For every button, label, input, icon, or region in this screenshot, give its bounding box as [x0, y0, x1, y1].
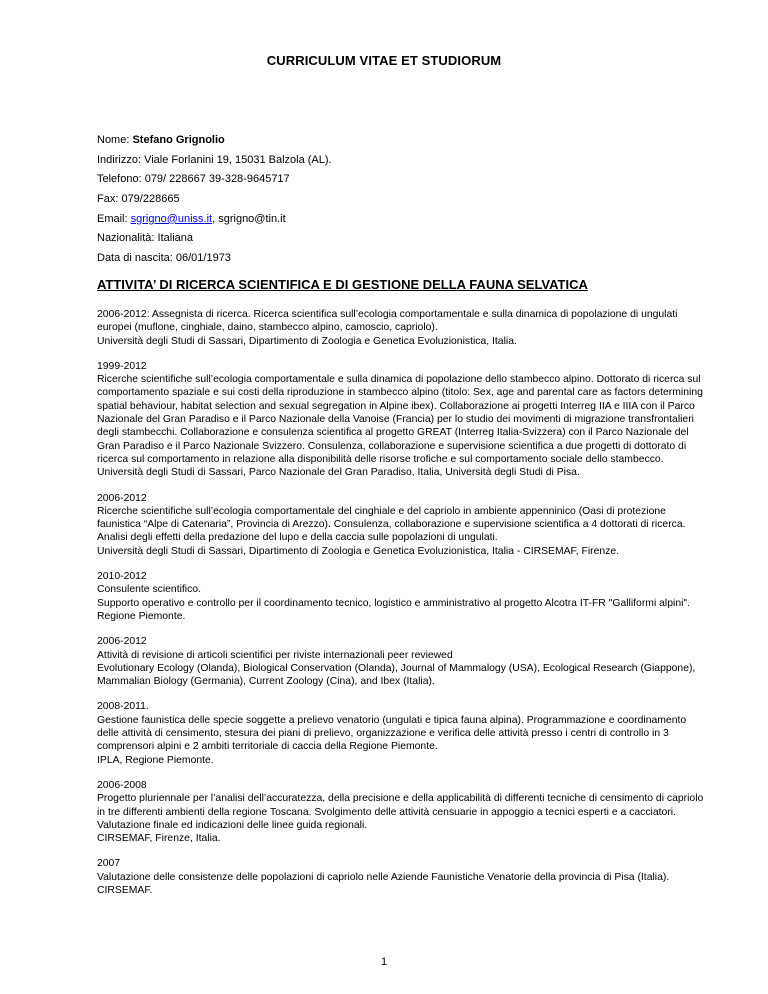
activity-list — [97, 308, 709, 909]
activity-entry — [97, 635, 709, 688]
nationality-line: Nazionalità: Italiana — [97, 232, 194, 245]
entry-organization: Università degli Studi di Sassari, Dipartimento di Zoologia e Genetica Evoluzionistica, Italia - CIRSEMAF, Firenze. — [97, 545, 620, 557]
address-line: Indirizzo: Viale Forlanini 19, 15031 Balzola (AL). — [97, 153, 332, 166]
entry-text-secondary: Supporto operativo e controllo per il coordinamento tecnico, logistico e amministrativo al progetto Alcotra IT-FR "Galliformi alpini". — [97, 597, 690, 609]
entry-organization: Regione Piemonte. — [97, 610, 186, 622]
entry-text: Ricerche scientifiche sull’ecologia comportamentale del cinghiale e del capriolo in ambiente appenninico (Oasi di protezione faunistica “Alpe di Catenaria”, Provincia di Arezzo). Consulenza, collaborazione e supervisione scientifica a 4 dottorati di ricerca. Analisi degli effetti della predazione del lupo e della caccia sulle popolazioni di ungulati. — [97, 505, 686, 544]
email-line — [97, 212, 332, 232]
activity-entry — [97, 308, 709, 348]
entry-text: Attività di revisione di articoli scientifici per riviste internazionali peer reviewed — [97, 649, 453, 661]
entry-organization: Università degli Studi di Sassari, Parco Nazionale del Gran Paradiso, Italia, Università degli Studi di Pisa. — [97, 467, 580, 479]
entry-year: 1999-2012 — [97, 360, 147, 372]
entry-text: Valutazione delle consistenze delle popolazioni di capriolo nelle Aziende Faunistiche Venatorie della provincia di Pisa (Italia). — [97, 871, 670, 883]
entry-text: Consulente scientifico. — [97, 584, 201, 596]
entry-year: 2007 — [97, 858, 121, 870]
name-line — [97, 133, 332, 153]
name-label: Nome: — [97, 134, 133, 146]
email-secondary: , sgrigno@tin.it — [212, 212, 286, 225]
email-link[interactable]: sgrigno@uniss.it — [130, 212, 213, 225]
document-title: CURRICULUM VITAE ET STUDIORUM — [266, 53, 502, 68]
entry-year: 2006-2012 — [97, 636, 147, 648]
entry-year: 2010-2012 — [97, 571, 147, 583]
activity-entry — [97, 570, 709, 623]
activity-entry — [97, 492, 709, 558]
entry-organization: CIRSEMAF. — [97, 884, 153, 896]
entry-text: 2006-2012: Assegnista di ricerca. Ricerca scientifica sull’ecologia comportamentale e sulla dinamica di popolazione di ungulati europei (muflone, cinghiale, daino, stambecco alpino, camoscio, capriolo). — [97, 309, 678, 334]
activity-entry — [97, 857, 709, 897]
entry-organization: CIRSEMAF, Firenze, Italia. — [97, 833, 221, 845]
activity-entry — [97, 779, 709, 845]
activity-entry — [97, 360, 709, 480]
entry-text: Gestione faunistica delle specie soggette a prelievo venatorio (ungulati e tipica fauna alpina). Programmazione e coordinamento delle attività di censimento, stesura dei piani di prelievo, organizzazione e verifica delle attività presso i centri di controllo in 3 comprensori alpini e 2 ambiti territoriale di caccia della Regione Piemonte. — [97, 714, 687, 753]
activity-entry — [97, 700, 709, 766]
phone-line: Telefono: 079/ 228667 39-328-9645717 — [97, 173, 290, 186]
entry-organization: IPLA, Regione Piemonte. — [97, 754, 214, 766]
entry-organization: Università degli Studi di Sassari, Dipartimento di Zoologia e Genetica Evoluzionistica, Italia. — [97, 335, 517, 347]
entry-year: 2006-2008 — [97, 779, 147, 791]
entry-text: Ricerche scientifiche sull’ecologia comportamentale e sulla dinamica di popolazione dello stambecco alpino. Dottorato di ricerca sul comportamento spaziale e sui costi della riproduzione in stambecco alpino (titolo: Sex, age and parental care as factors determining spatial behaviour, habitat selection and sexual segregation in Alpine ibex). Collaborazione ai progetti Interreg IIA e IIIA con il Parco Nazionale del Gran Paradiso e il Parco Nazionale della Vanoise (Francia) per lo studio dei movimenti di migrazione transfrontalieri degli stambecchi. Collaborazione e consulenza scientifica al progetto GREAT (Interreg Italia-Svizzera) con il Parco Nazionale del Gran Paradiso e il Parco Nazionale Svizzero. Consulenza, collaborazione e supervisione scientifica a due progetti di dottorato di ricerca sul comportamento in relazione alla disponibilità delle risorse trofiche e sul comportamento sociale dello stambecco. — [97, 374, 703, 465]
birthdate-line: Data di nascita: 06/01/1973 — [97, 252, 231, 265]
entry-text: Progetto pluriennale per l’analisi dell’accuratezza, della precisione e della applicabilità di differenti tecniche di censimento di capriolo in tre differenti ambienti della regione Toscana. Svolgimento delle attività censuarie in appoggio a tecnici esperti e a cacciatori. Valutazione finale ed indicazioni delle linee guida regionali. — [97, 793, 704, 831]
email-label: Email: — [97, 212, 131, 225]
section-heading: ATTIVITA’ DI RICERCA SCIENTIFICA E DI GESTIONE DELLA FAUNA SELVATICA — [97, 277, 588, 292]
person-name: Stefano Grignolio — [132, 134, 225, 146]
entry-year: 2006-2012 — [97, 492, 147, 504]
personal-info — [97, 133, 332, 271]
entry-year: 2008-2011. — [97, 701, 149, 713]
fax-line: Fax: 079/228665 — [97, 193, 180, 206]
entry-organization: Evolutionary Ecology (Olanda), Biological Conservation (Olanda), Journal of Mammalogy (USA), Ecological Research (Giappone), Mammalian Biology (Germania), Current Zoology (Cina), and Ibex (Italia). — [97, 662, 696, 688]
page-number: 1 — [380, 956, 388, 968]
